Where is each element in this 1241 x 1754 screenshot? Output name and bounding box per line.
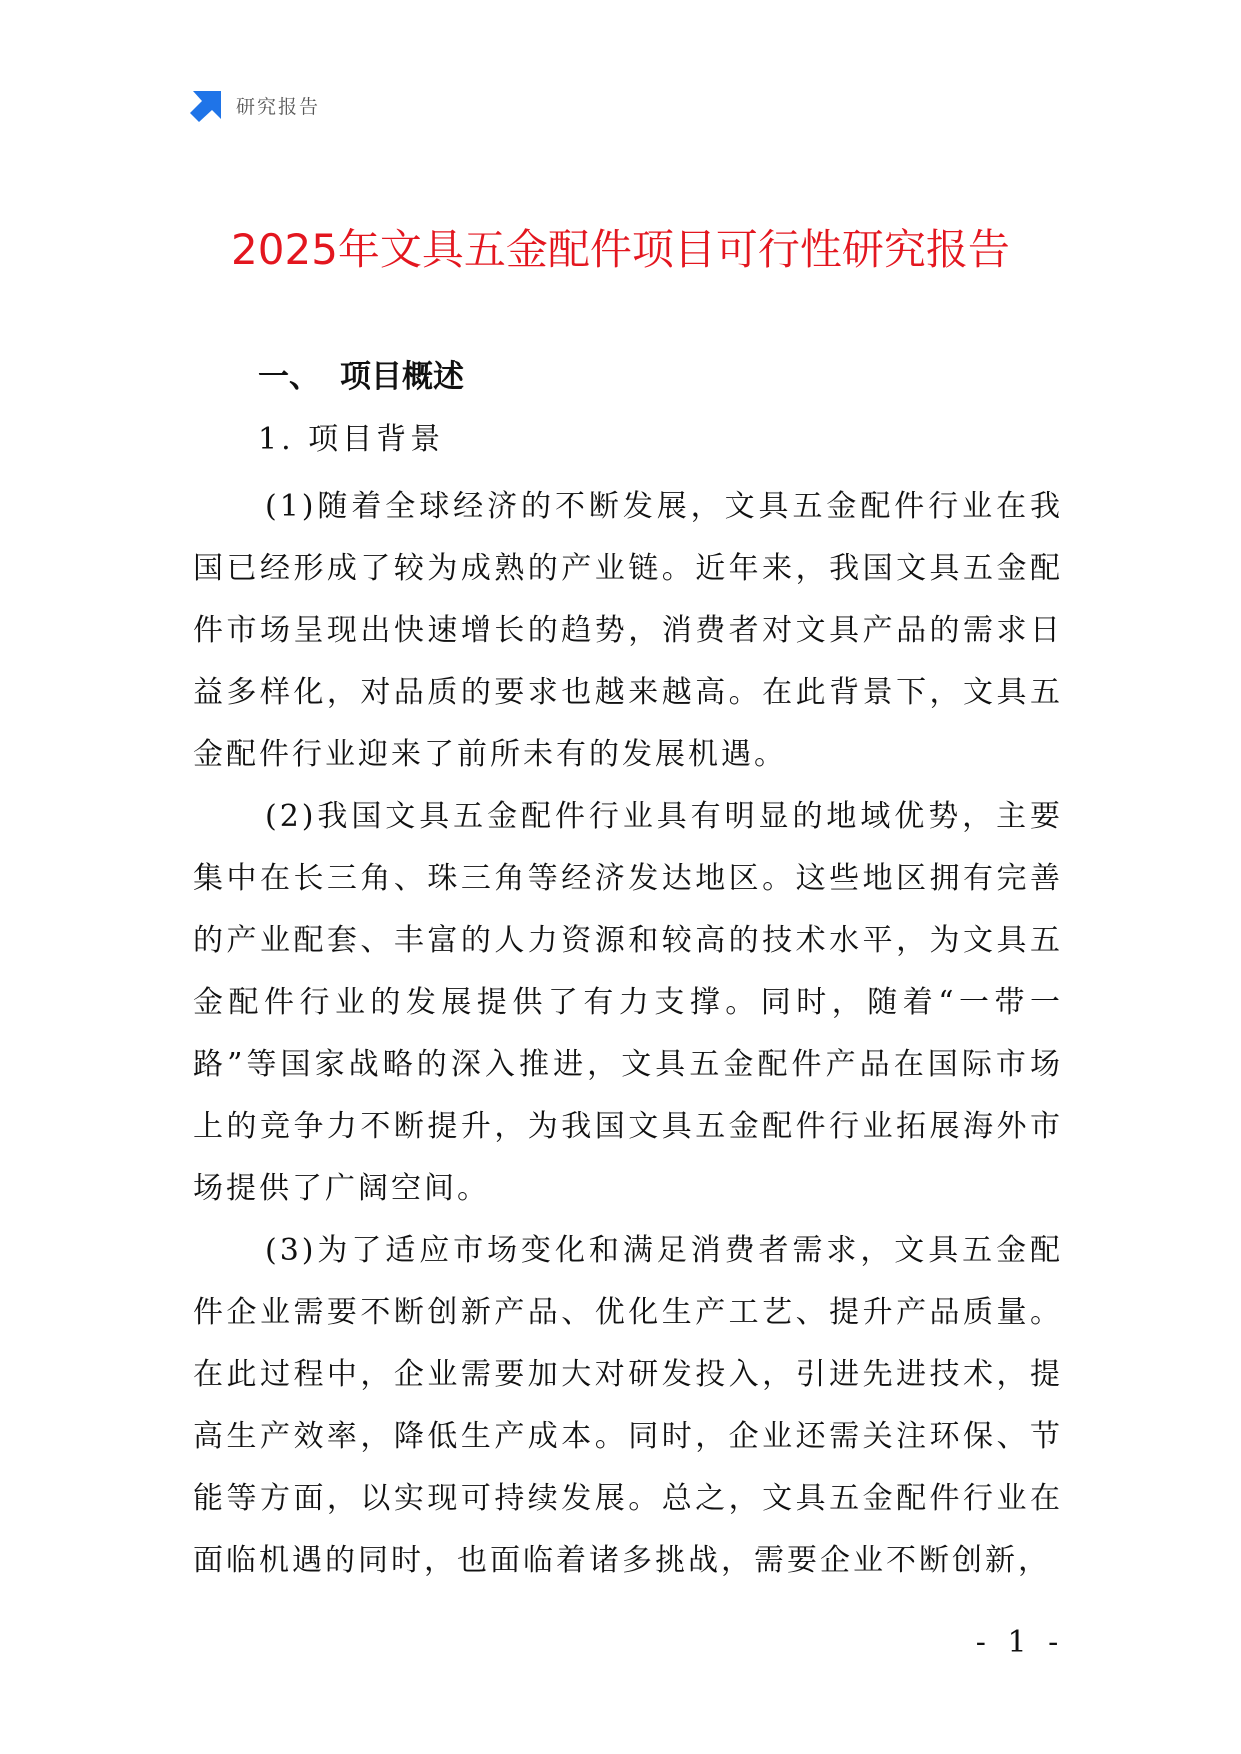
document-title: 2025年文具五金配件项目可行性研究报告 (231, 225, 1010, 274)
section-number: 一、 (258, 359, 320, 395)
page-header (190, 88, 320, 122)
body-text (193, 476, 1063, 1592)
section-title: 项目概述 (340, 359, 464, 395)
subsection-heading: 1. 项目背景 (258, 422, 445, 457)
paragraph-2: (2)我国文具五金配件行业具有明显的地域优势，主要集中在长三角、珠三角等经济发达地区。这些地区拥有完善的产业配套、丰富的人力资源和较高的技术水平，为文具五金配件行业的发展提供了有力支撑。同时，随着“一带一路”等国家战略的深入推进，文具五金配件产品在国际市场上的竞争力不断提升，为我国文具五金配件行业拓展海外市场提供了广阔空间。 (193, 799, 1063, 1206)
paragraph-3: (3)为了适应市场变化和满足消费者需求，文具五金配件企业需要不断创新产品、优化生产工艺、提升产品质量。在此过程中，企业需要加大对研发投入，引进先进技术，提高生产效率，降低生产成本。同时，企业还需关注环保、节能等方面，以实现可持续发展。总之，文具五金配件行业在面临机遇的同时，也面临着诸多挑战，需要企业不断创新， (193, 1233, 1063, 1578)
section-heading (258, 355, 464, 399)
arrow-up-right-icon (190, 88, 224, 122)
page-number: - 1 - (975, 1625, 1065, 1660)
paragraph-1: (1)随着全球经济的不断发展，文具五金配件行业在我国已经形成了较为成熟的产业链。近年来，我国文具五金配件市场呈现出快速增长的趋势，消费者对文具产品的需求日益多样化，对品质的要求也越来越高。在此背景下，文具五金配件行业迎来了前所未有的发展机遇。 (193, 489, 1063, 772)
header-label: 研究报告 (236, 95, 321, 118)
